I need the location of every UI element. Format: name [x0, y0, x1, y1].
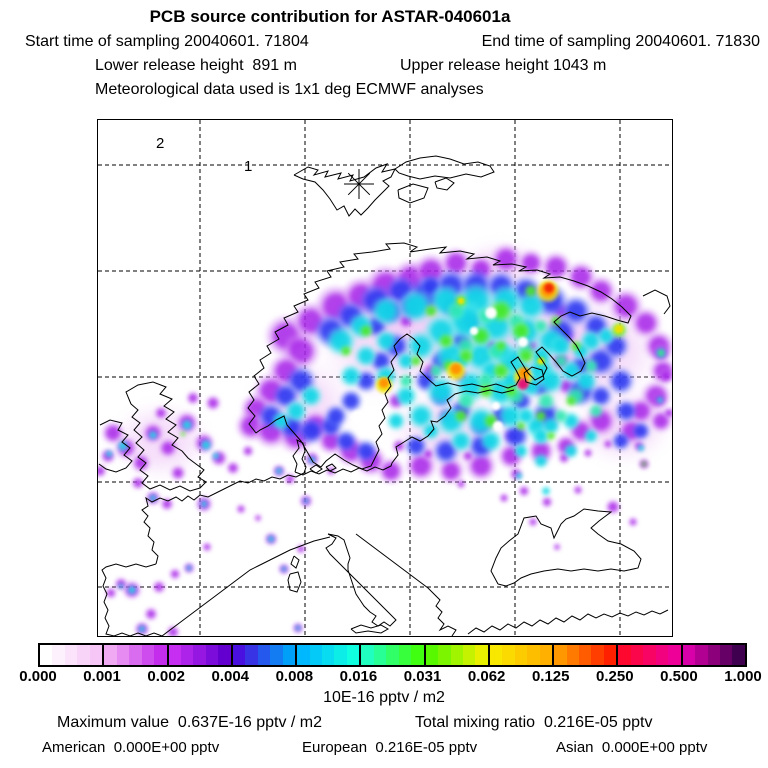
- colorbar-tick: 0.250: [596, 668, 634, 685]
- colorbar-segment: [361, 645, 425, 665]
- colorbar-cell: [361, 645, 373, 665]
- colorbar-cell: [193, 645, 205, 665]
- colorbar-segment: [683, 645, 745, 665]
- coastline: [288, 572, 301, 592]
- colorbar-segment: [233, 645, 297, 665]
- colorbar-tick: 1.000: [724, 668, 762, 685]
- colorbar-cell: [347, 645, 359, 665]
- coastline: [351, 625, 388, 633]
- coastline: [356, 534, 456, 636]
- colorbar-tick-labels: [19, 668, 762, 686]
- coastline: [102, 537, 330, 636]
- colorbar-cell: [40, 645, 52, 665]
- colorbar-cell: [322, 645, 334, 665]
- maximum-value-label: Maximum value 0.637E-16 pptv / m2: [57, 714, 323, 731]
- colorbar-segment: [169, 645, 233, 665]
- colorbar-cell: [579, 645, 591, 665]
- colorbar-cell: [270, 645, 282, 665]
- colorbar-segment: [40, 645, 104, 665]
- colorbar-cell: [502, 645, 514, 665]
- colorbar-cell: [708, 645, 720, 665]
- colorbar-cell: [463, 645, 475, 665]
- colorbar-cell: [683, 645, 695, 665]
- page-title: PCB source contribution for ASTAR-040601a: [149, 7, 511, 26]
- coastline: [398, 184, 428, 203]
- colorbar-cell: [258, 645, 270, 665]
- met-data-label: Meteorological data used is 1x1 deg ECMWF analyses: [95, 81, 484, 98]
- colorbar-cell: [310, 645, 322, 665]
- colorbar-segment: [554, 645, 618, 665]
- colorbar-cell: [399, 645, 411, 665]
- coastline: [99, 420, 132, 472]
- colorbar-cell: [90, 645, 102, 665]
- coastline-layer: [98, 120, 672, 636]
- total-mixing-ratio-label: Total mixing ratio 0.216E-05 pptv: [415, 714, 653, 731]
- colorbar-cell: [386, 645, 398, 665]
- coastline: [326, 534, 396, 626]
- map-plot: [97, 119, 673, 637]
- colorbar-cell: [604, 645, 616, 665]
- colorbar-cell: [720, 645, 732, 665]
- colorbar-cell: [77, 645, 89, 665]
- coastline: [491, 509, 641, 586]
- colorbar-cell: [181, 645, 193, 665]
- coastline: [142, 473, 304, 564]
- colorbar-cell: [618, 645, 630, 665]
- colorbar-tick: 0.016: [339, 668, 378, 685]
- colorbar-cell: [65, 645, 77, 665]
- coastline: [643, 290, 670, 314]
- colorbar-cell: [218, 645, 230, 665]
- coastline: [435, 178, 454, 190]
- colorbar-cell: [426, 645, 438, 665]
- coastline: [524, 367, 544, 385]
- colorbar-tick: 0.001: [83, 668, 121, 685]
- colorbar-tick: 0.002: [147, 668, 185, 685]
- colorbar-cell: [668, 645, 680, 665]
- colorbar-cell: [374, 645, 386, 665]
- colorbar-cell: [154, 645, 166, 665]
- colorbar-cell: [591, 645, 603, 665]
- colorbar-cell: [451, 645, 463, 665]
- colorbar-cell: [695, 645, 707, 665]
- end-time-label: End time of sampling 20040601. 71830: [481, 33, 760, 50]
- colorbar-cell: [142, 645, 154, 665]
- upper-release-label: Upper release height 1043 m: [400, 57, 607, 74]
- colorbar-cell: [515, 645, 527, 665]
- colorbar-cell: [490, 645, 502, 665]
- colorbar-cell: [233, 645, 245, 665]
- asian-contribution-label: Asian 0.000E+00 pptv: [556, 739, 708, 756]
- colorbar-segment: [297, 645, 361, 665]
- colorbar-segment: [426, 645, 490, 665]
- colorbar-cell: [129, 645, 141, 665]
- colorbar-cell: [245, 645, 257, 665]
- colorbar-cell: [334, 645, 346, 665]
- colorbar-segment: [618, 645, 682, 665]
- colorbar-cell: [475, 645, 487, 665]
- lower-release-label: Lower release height 891 m: [95, 57, 297, 74]
- coastline: [294, 164, 395, 216]
- colorbar: [38, 643, 747, 667]
- coastline: [295, 390, 514, 475]
- colorbar-cell: [117, 645, 129, 665]
- grid-number-label: 1: [244, 158, 253, 175]
- colorbar-cell: [527, 645, 539, 665]
- colorbar-tick: 0.500: [660, 668, 698, 685]
- coastline: [468, 610, 668, 634]
- coastline: [291, 556, 299, 568]
- colorbar-cell: [554, 645, 566, 665]
- coastline: [126, 382, 206, 491]
- colorbar-cell: [567, 645, 579, 665]
- colorbar-cell: [438, 645, 450, 665]
- coastline: [248, 243, 631, 469]
- colorbar-segment: [104, 645, 168, 665]
- coastline: [293, 440, 306, 473]
- colorbar-cell: [283, 645, 295, 665]
- american-contribution-label: American 0.000E+00 pptv: [42, 739, 220, 756]
- colorbar-cell: [631, 645, 643, 665]
- colorbar-cell: [540, 645, 552, 665]
- coastline: [395, 156, 494, 179]
- colorbar-tick: 0.004: [211, 668, 250, 685]
- colorbar-tick: 0.125: [531, 668, 570, 685]
- colorbar-cell: [411, 645, 423, 665]
- colorbar-cell: [206, 645, 218, 665]
- colorbar-tick: 0.000: [19, 668, 57, 685]
- colorbar-cell: [643, 645, 655, 665]
- start-time-label: Start time of sampling 20040601. 71804: [25, 33, 309, 50]
- european-contribution-label: European 0.216E-05 pptv: [302, 739, 478, 756]
- colorbar-tick: 0.062: [467, 668, 506, 685]
- colorbar-cell: [104, 645, 116, 665]
- colorbar-tick: 0.031: [403, 668, 442, 685]
- colorbar-cell: [656, 645, 668, 665]
- colorbar-cell: [732, 645, 744, 665]
- colorbar-cell: [297, 645, 309, 665]
- colorbar-unit-label: 10E-16 pptv / m2: [323, 689, 445, 706]
- grid-number-label: 2: [156, 135, 165, 152]
- colorbar-tick: 0.008: [275, 668, 314, 685]
- colorbar-cell: [169, 645, 181, 665]
- colorbar-cell: [52, 645, 64, 665]
- colorbar-segment: [490, 645, 554, 665]
